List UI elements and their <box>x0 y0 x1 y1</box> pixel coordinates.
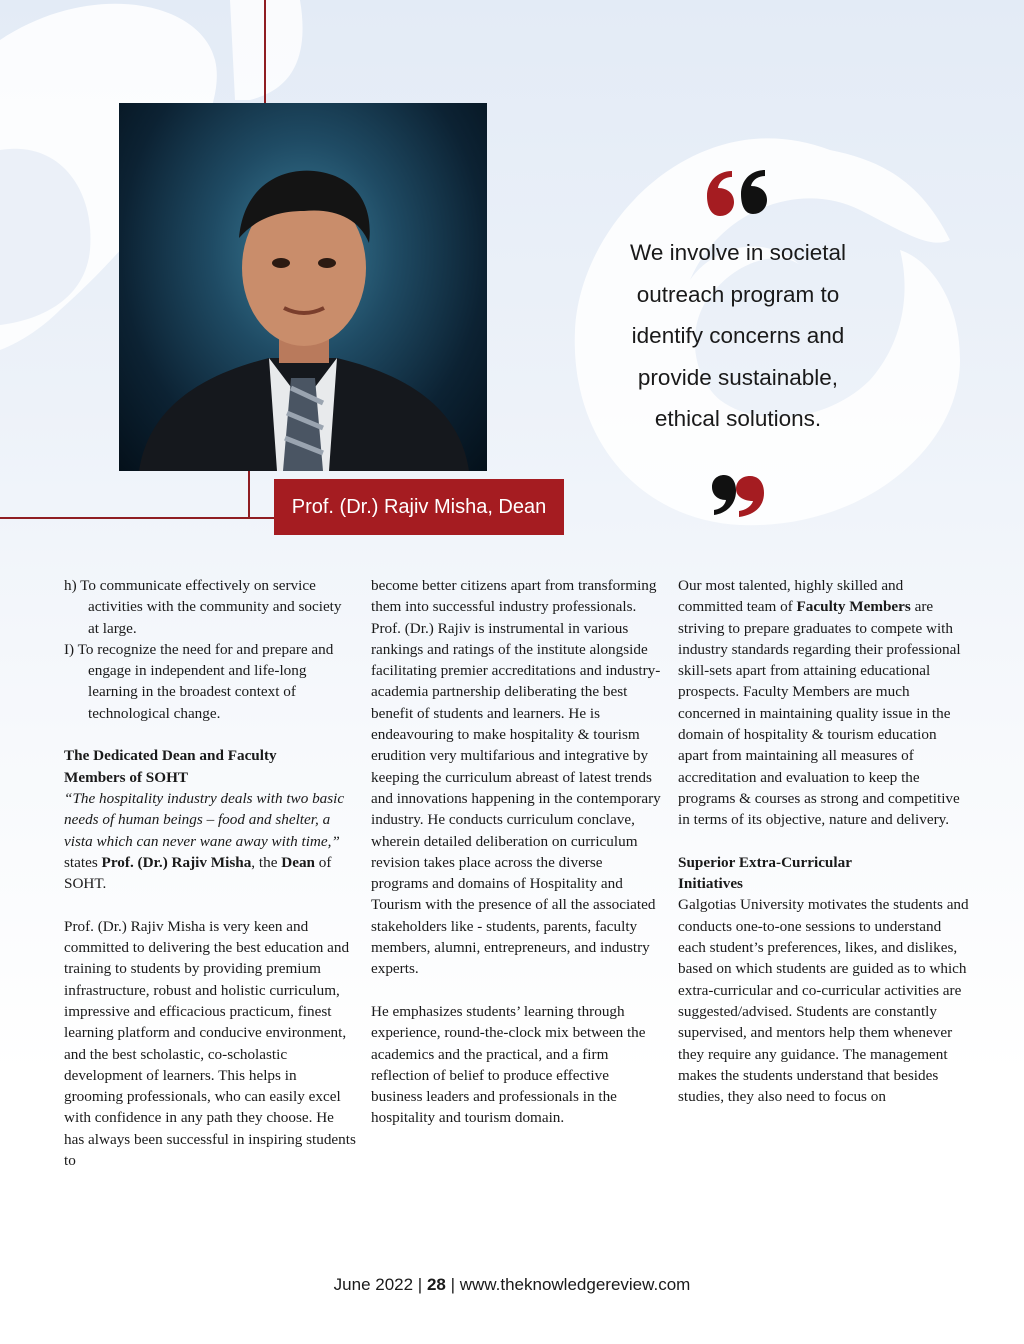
dean-title: Dean <box>281 853 315 871</box>
pull-quote-line: outreach program to <box>636 281 840 307</box>
text-run: are striving to prepare graduates to compete with industry standards regarding their professional skill-sets apart from attaining educational prospects. Faculty Members are much concerned in maintaining quality issue in the domain of hospitality & tourism education apart from maintaining all measures of accreditation and evaluation to keep the programs & courses as strong and competitive in terms of its objective, nature and delivery. <box>678 598 961 829</box>
heading-line: The Dedicated Dean and Faculty <box>64 747 277 765</box>
body-paragraph: He emphasizes students’ learning through experience, round-the-clock mix between the academics and the practical, and a firm reflection of belief to produce effective business leaders and professionals in the hospitality and tourism domain. <box>371 1002 646 1127</box>
faculty-members-emphasis: Faculty Members <box>796 598 911 616</box>
separator: | <box>445 1275 460 1294</box>
article-column-2 <box>371 575 663 1129</box>
dean-portrait-photo <box>119 103 487 471</box>
issue-date: June 2022 <box>333 1275 414 1294</box>
heading-line: Superior Extra-Curricular <box>678 853 852 871</box>
section-heading-extracurricular <box>678 852 970 895</box>
body-paragraph <box>678 575 970 831</box>
body-paragraph: Galgotias University motivates the students and conducts one-to-one sessions to understand each student’s preferences, likes, and dislikes, based on which students are guided as to which extra-curricular and co-curricular activities are suggested/advised. Students are constantly supervised, and mentors help them whenever they require any guidance. The management makes the students understand that besides studies, they also need to focus on <box>678 896 969 1106</box>
accent-line-vertical-left <box>248 471 250 519</box>
text-run: , the <box>251 853 282 871</box>
photo-caption: Prof. (Dr.) Rajiv Misha, Dean <box>274 479 564 535</box>
article-column-3 <box>678 575 970 1107</box>
portrait-illustration <box>119 103 487 471</box>
heading-line: Members of SOHT <box>64 768 189 786</box>
pull-quote-line: ethical solutions. <box>654 406 822 431</box>
body-paragraph: become better citizens apart from transforming them into successful industry professionals. Prof. (Dr.) Rajiv is instrumental in various rankings and ratings of the institute alongside facilitating premier accreditations and industry-academia partnership deliberating the best benefit of students and learners. He is endeavouring to make hospitality & tourism erudition very multifarious and integrative by keeping the curriculum abreast of latest trends and innovations happening in the contemporary industry. He conducts curriculum conclave, wherein detailed deliberation on curriculum revision takes place across the diverse programs and domains of Hospitality and Tourism with the presence of all the associated stakeholders like - students, parents, faculty members, alumni, entrepreneurs, and industry experts. <box>371 577 661 978</box>
pull-quote-line: provide sustainable, <box>637 364 839 390</box>
objective-list-item-h: h) To communicate effectively on service activities with the community and society at large. <box>64 577 342 637</box>
pull-quote-line: identify concerns and <box>631 323 845 348</box>
page-number: 28 <box>426 1275 446 1294</box>
page-footer <box>0 1275 1024 1295</box>
article-column-1 <box>64 575 356 1171</box>
objective-list-item-i: I) To recognize the need for and prepare and engage in independent and life-long learning in the broadest context of technological change. <box>64 640 334 722</box>
accent-line-horizontal <box>0 517 275 519</box>
quote-open-icon <box>705 168 771 218</box>
dean-quote: “The hospitality industry deals with two basic needs of human beings – food and shelter, a vista which can never wane away with time,” <box>64 789 345 850</box>
text-run: of SOHT. <box>64 853 332 893</box>
website-url[interactable]: www.theknowledgereview.com <box>459 1275 691 1294</box>
section-heading-dean <box>64 745 356 788</box>
text-run: Our most talented, highly skilled and committed team of <box>678 577 904 616</box>
quote-close-icon <box>710 475 766 517</box>
body-paragraph: Prof. (Dr.) Rajiv Misha is very keen and committed to delivering the best education and training to students by providing premium infrastructure, robust and holistic curriculum, impressive and efficacious practicum, finest learning platform and conducive environment, and the best scholastic, co-scholastic development of learners. This helps in grooming professionals, who can easily excel with confidence in any path they choose. He has always been successful in inspiring students to <box>64 917 356 1170</box>
dean-name: Prof. (Dr.) Rajiv Misha <box>101 853 252 871</box>
heading-line: Initiatives <box>678 875 743 893</box>
text-run: states <box>64 853 102 871</box>
dean-quote-paragraph <box>64 788 356 894</box>
separator: | <box>413 1275 427 1294</box>
accent-line-vertical-top <box>264 0 266 103</box>
pull-quote <box>598 232 878 440</box>
pull-quote-line: We involve in societal <box>630 240 846 265</box>
